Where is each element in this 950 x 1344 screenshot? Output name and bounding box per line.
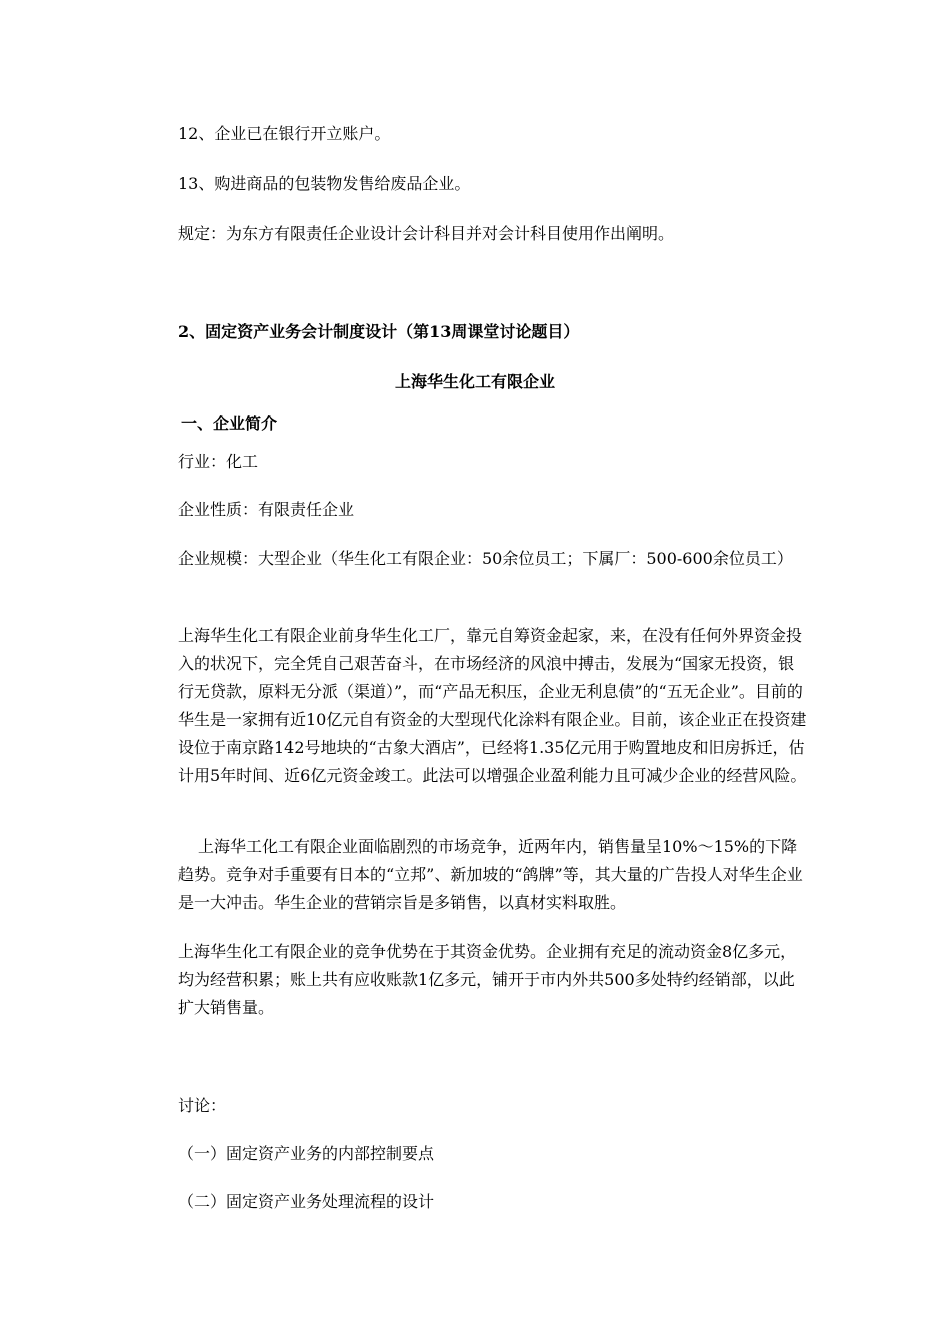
advantage-paragraph: 上海华生化工有限企业的竞争优势在于其资金优势。企业拥有充足的流动资金8亿多元，均为经营积累；账上共有应收账款1亿多元，铺开于市内外共500多处特约经销部，以此扩大销售量。 [178,942,797,1017]
list-item-13: 13、购进商品的包装物发售给废品企业。 [178,174,471,193]
list-item-12: 12、企业已在银行开立账户。 [178,124,391,143]
discussion-point-1: （一）固定资产业务的内部控制要点 [178,1144,435,1163]
discussion-label: 讨论： [178,1096,227,1115]
industry-line: 行业：化工 [178,452,259,471]
section-heading: 2、固定资产业务会计制度设计（第13周课堂讨论题目） [178,322,580,341]
competition-paragraph: 上海华工化工有限企业面临剧烈的市场竞争，近两年内，销售量呈10%～15%的下降趋势。竞争对手重要有日本的“立邦”、新加坡的“鸽牌”等，其大量的广告投人对华生企业是一大冲击。华生企业的营销宗旨是多销售，以真材实料取胜。 [178,837,803,912]
subsection-heading: 一、企业简介 [181,414,278,433]
company-title: 上海华生化工有限企业 [394,372,555,391]
scale-paragraph: 企业规模：大型企业（华生化工有限企业：50余位员工；下属厂：500-600余位员工） [178,549,793,568]
company-history-paragraph: 上海华生化工有限企业前身华生化工厂，靠元自筹资金起家，来，在没有任何外界资金投入的状况下，完全凭自己艰苦奋斗，在市场经济的风浪中搏击，发展为“国家无投资，银行无贷款，原料无分派（渠道）”，而“产品无积压，企业无利息债”的“五无企业”。目前的华生是一家拥有近10亿元自有资金的大型现代化涂料有限企业。目前，该企业正在投资建设位于南京路142号地块的“古象大酒店”，已经将1.35亿元用于购置地皮和旧房拆迁，估计用5年时间、近6亿元资金竣工。此法可以增强企业盈利能力且可减少企业的经营风险。 [178,626,807,785]
discussion-point-2: （二）固定资产业务处理流程的设计 [178,1192,435,1211]
nature-line: 企业性质：有限责任企业 [178,500,355,519]
requirement-text: 规定：为东方有限责任企业设计会计科目并对会计科目使用作出阐明。 [178,224,675,243]
